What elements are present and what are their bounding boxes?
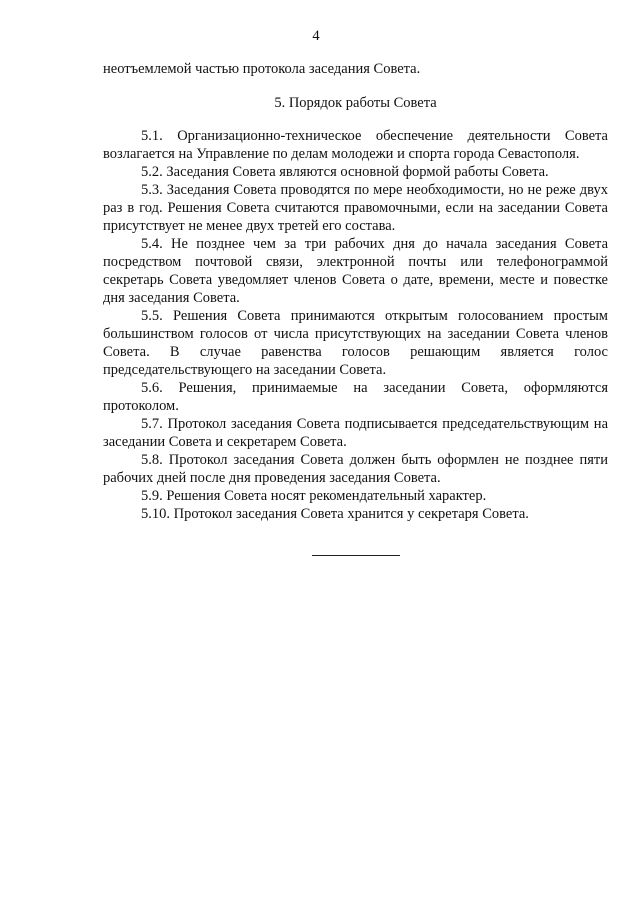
clause-5-4: 5.4. Не позднее чем за три рабочих дня до начала заседания Совета посредством почтовой связи, электронной почты или телефонограммой секретарь Совета уведомляет членов Совета о дате, времени, месте и повестке дня заседания Совета. <box>103 236 608 306</box>
continuation-paragraph: неотъемлемой частью протокола заседания Совета. <box>103 61 421 77</box>
clause-5-5: 5.5. Решения Совета принимаются открытым голосованием простым большинством голосов от числа присутствующих на заседании Совета членов Совета. В случае равенства голосов решающим является голос председательствующего на заседании Совета. <box>103 308 608 378</box>
section-title: 5. Порядок работы Совета <box>274 95 437 111</box>
clause-5-9: 5.9. Решения Совета носят рекомендательный характер. <box>141 488 487 504</box>
clause-5-1: 5.1. Организационно-техническое обеспечение деятельности Совета возлагается на Управление по делам молодежи и спорта города Севастополя. <box>103 128 608 162</box>
clause-5-7: 5.7. Протокол заседания Совета подписывается председательствующим на заседании Совета и секретарем Совета. <box>103 416 608 450</box>
clause-5-2: 5.2. Заседания Совета являются основной формой работы Совета. <box>141 164 549 180</box>
end-divider-line <box>312 555 400 556</box>
page-number: 4 <box>312 28 320 44</box>
clause-5-6: 5.6. Решения, принимаемые на заседании Совета, оформляются протоколом. <box>103 380 608 414</box>
clause-5-3: 5.3. Заседания Совета проводятся по мере необходимости, но не реже двух раз в год. Решения Совета считаются правомочными, если на заседании Совета присутствует не менее двух третей его состава. <box>103 182 608 234</box>
clause-5-8: 5.8. Протокол заседания Совета должен быть оформлен не позднее пяти рабочих дней после дня проведения заседания Совета. <box>103 452 608 486</box>
document-body <box>103 60 608 523</box>
clause-5-10: 5.10. Протокол заседания Совета хранится у секретаря Совета. <box>141 506 529 522</box>
